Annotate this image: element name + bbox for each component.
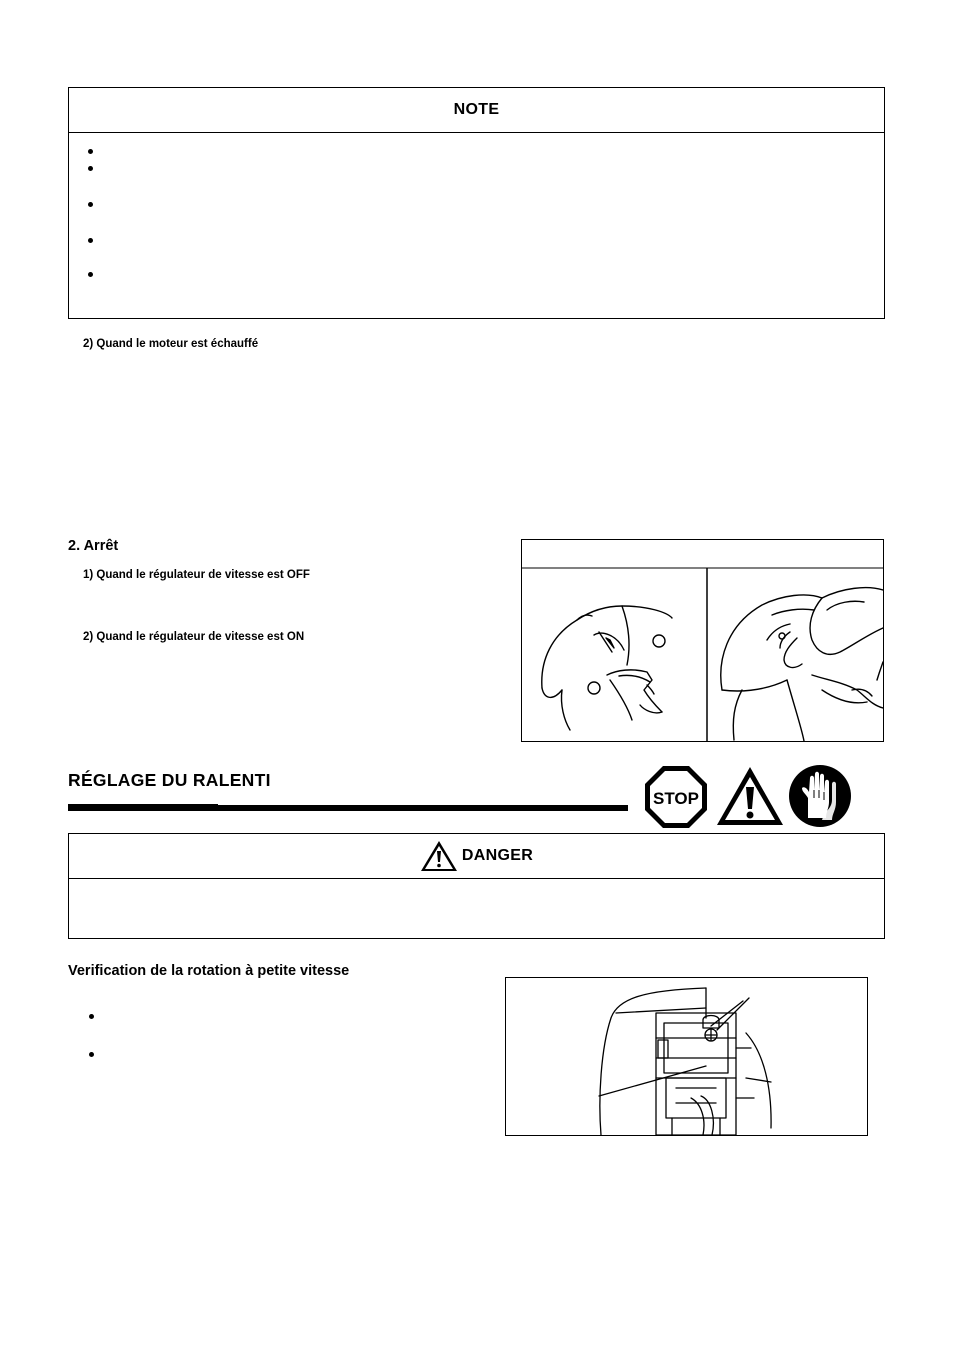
warning-triangle-icon [715,765,785,827]
low-speed-heading: Verification de la rotation à petite vitesse [68,963,350,979]
danger-header [69,834,884,879]
note-box [68,87,885,319]
warm-engine-label: 2) Quand le moteur est échauffé [83,338,259,350]
stop-item-on: 2) Quand le régulateur de vitesse est ON [83,631,305,643]
gloves-icon [788,764,852,828]
note-bullet [88,149,93,154]
throttle-handle-drawing [542,606,672,730]
carburetor-illustration [506,978,867,1135]
stop-item-off: 1) Quand le régulateur de vitesse est OFF [83,569,310,581]
note-bullet [88,238,93,243]
hand-on-switch-drawing [721,588,883,741]
idle-section-title: RÉGLAGE DU RALENTI [68,770,271,790]
danger-title: DANGER [461,847,534,864]
note-header [69,88,884,133]
section-underline [68,803,628,813]
danger-warning-icon [420,840,458,872]
stop-heading: 2. Arrêt [68,538,119,554]
note-bullet [88,202,93,207]
stop-illustration [522,540,883,741]
carburetor-illustration-box [505,977,868,1136]
stop-sign-icon [644,765,708,829]
stop-sign-text: STOP [653,789,699,808]
note-title: NOTE [453,101,500,118]
danger-box [68,833,885,939]
note-bullet [88,272,93,277]
low-speed-bullet [89,1014,94,1019]
low-speed-bullet [89,1052,94,1057]
stop-illustration-box [521,539,884,742]
note-bullet [88,166,93,171]
